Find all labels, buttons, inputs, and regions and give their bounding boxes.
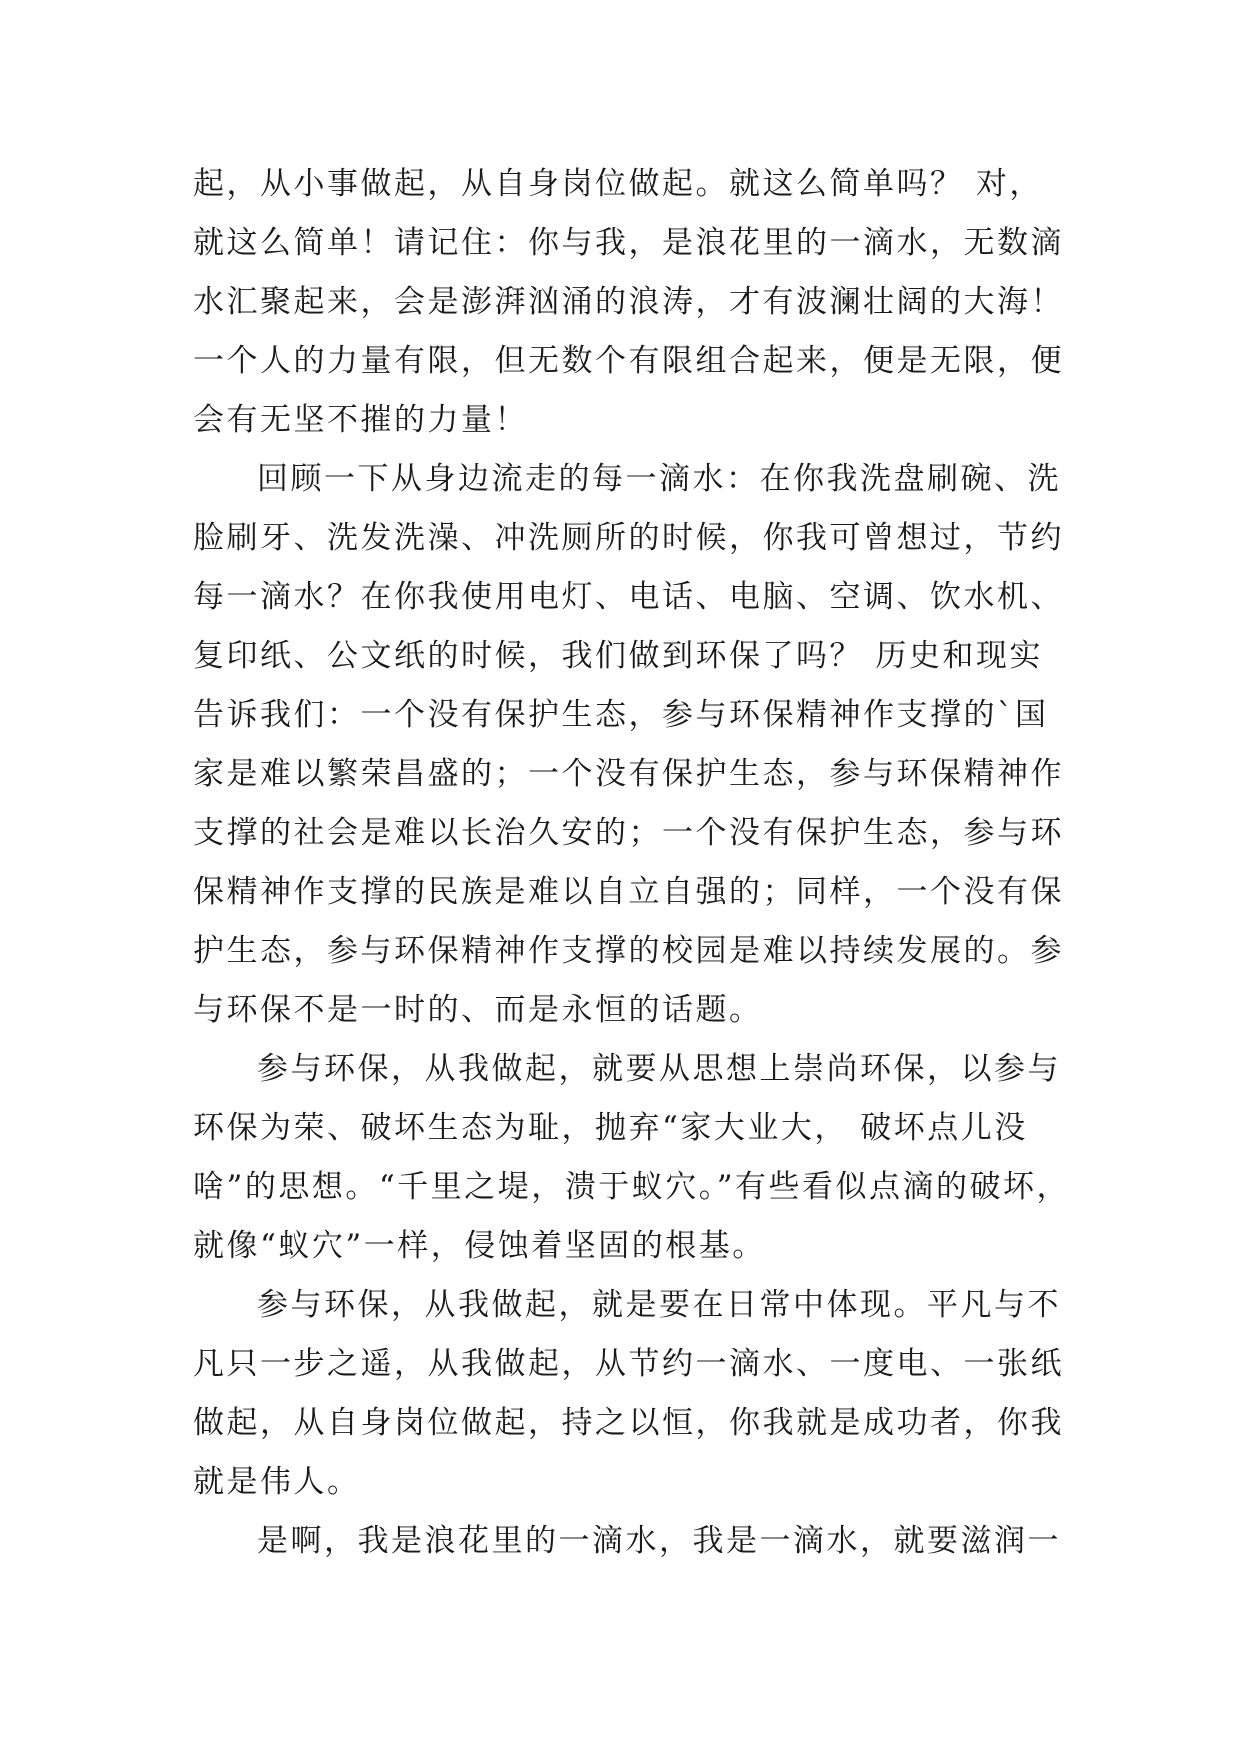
paragraph-first-line: 参与环保，从我做起，就要从思想上崇尚环保，以参与 <box>257 1051 1061 1087</box>
document-body <box>193 155 1071 1571</box>
text-line: 就像“蚁穴”一样，侵蚀着坚固的根基。 <box>193 1228 766 1264</box>
text-line: 水汇聚起来，会是澎湃汹涌的浪涛，才有波澜壮阔的大海！ <box>193 284 1064 320</box>
text-line: 起，从小事做起，从自身岗位做起。就这么简单吗？ 对， <box>193 166 1043 202</box>
text-line: 保精神作支撑的民族是难以自立自强的；同样，一个没有保 <box>193 874 1064 910</box>
text-line: 就是伟人。 <box>193 1464 361 1500</box>
text-line: 会有无坚不摧的力量！ <box>193 402 528 438</box>
text-line: 每一滴水？在你我使用电灯、电话、电脑、空调、饮水机、 <box>193 579 1064 615</box>
text-line: 凡只一步之遥，从我做起，从节约一滴水、一度电、一张纸 <box>193 1346 1064 1382</box>
text-line: 与环保不是一时的、而是永恒的话题。 <box>193 992 763 1028</box>
paragraph-first-line: 回顾一下从身边流走的每一滴水：在你我洗盘刷碗、洗 <box>257 461 1061 497</box>
text-line: 脸刷牙、洗发洗澡、冲洗厕所的时候，你我可曾想过，节约 <box>193 520 1064 556</box>
text-line: 复印纸、公文纸的时候，我们做到环保了吗？ 历史和现实 <box>193 638 1043 674</box>
text-line: 护生态，参与环保精神作支撑的校园是难以持续发展的。参 <box>193 933 1064 969</box>
text-line: 支撑的社会是难以长治久安的；一个没有保护生态，参与环 <box>193 815 1064 851</box>
text-line: 环保为荣、破坏生态为耻，抛弃“家大业大， 破坏点儿没 <box>193 1110 1028 1146</box>
text-line: 就这么简单！请记住：你与我，是浪花里的一滴水，无数滴 <box>193 225 1064 261</box>
text-line: 家是难以繁荣昌盛的；一个没有保护生态，参与环保精神作 <box>193 756 1064 792</box>
text-line: 啥”的思想。“千里之堤，溃于蚁穴。”有些看似点滴的破坏， <box>193 1169 1071 1205</box>
paragraph-first-line: 参与环保，从我做起，就是要在日常中体现。平凡与不 <box>257 1287 1061 1323</box>
text-line: 做起，从自身岗位做起，持之以恒，你我就是成功者，你我 <box>193 1405 1064 1441</box>
text-line: 一个人的力量有限，但无数个有限组合起来，便是无限，便 <box>193 343 1064 379</box>
paragraph-first-line: 是啊，我是浪花里的一滴水，我是一滴水，就要滋润一 <box>257 1523 1061 1559</box>
text-line: 告诉我们：一个没有保护生态，参与环保精神作支撑的`国 <box>193 697 1049 733</box>
